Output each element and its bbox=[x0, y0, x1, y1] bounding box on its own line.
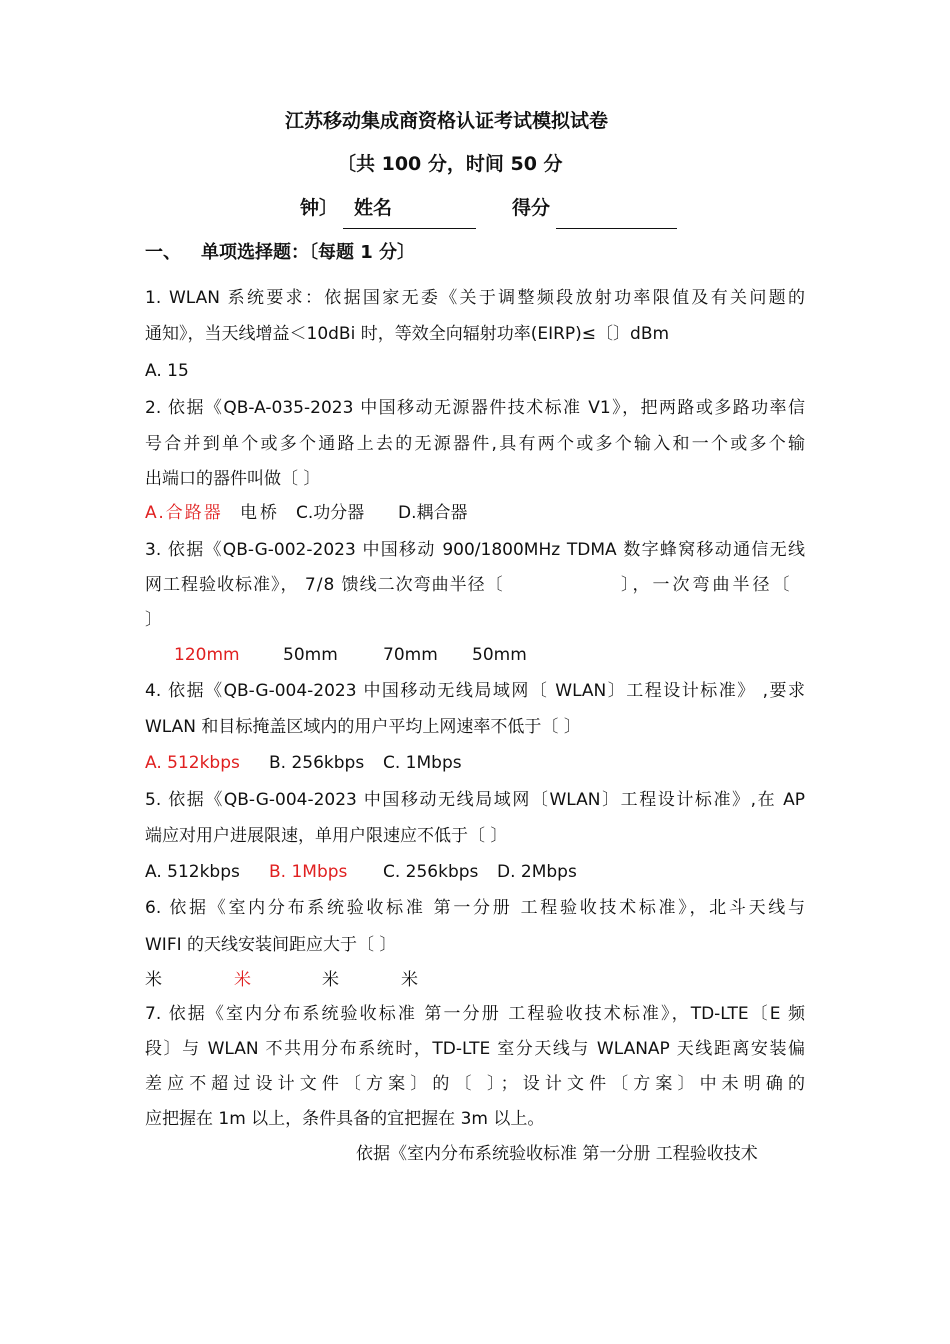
q3-option-b: 50mm bbox=[283, 645, 338, 665]
name-label: 姓名 bbox=[354, 197, 393, 219]
q4-line1: 4. 依据《QB-G-004-2023 中国移动无线局域网〔 WLAN〕工程设计标准》 ,要求 bbox=[145, 681, 805, 701]
q3-line2b: 〕，一次弯曲半径〔 bbox=[621, 575, 793, 595]
q3-line3: 〕 bbox=[145, 610, 162, 630]
q6-option-a: 米 bbox=[145, 970, 162, 990]
q3-line1: 3. 依据《QB-G-002-2023 中国移动 900/1800MHz TDMA 数字蜂窝移动通信无线 bbox=[145, 540, 805, 560]
section-heading: 单项选择题：〔每题 1 分〕 bbox=[201, 242, 416, 263]
q1-line2: 通知》，当天线增益＜10dBi 时，等效全向辐射功率(EIRP)≤〔〕dBm bbox=[145, 324, 670, 344]
exam-info-line1: 〔共 100 分，时间 50 分 bbox=[337, 153, 563, 175]
q7-line4: 应把握在 1m 以上，条件具备的宜把握在 3m 以上。 bbox=[145, 1109, 545, 1129]
q5-option-a: A. 512kbps bbox=[145, 862, 240, 882]
q7-line2: 段〕与 WLAN 不共用分布系统时，TD-LTE 室分天线与 WLANAP 天线距离安装偏 bbox=[145, 1039, 805, 1059]
q3-line2a: 网工程验收标准》， 7/8 馈线二次弯曲半径〔 bbox=[145, 575, 504, 595]
q2-line2: 号合并到单个或多个通路上去的无源器件,具有两个或多个输入和一个或多个输 bbox=[145, 434, 805, 454]
q2-option-d: D.耦合器 bbox=[398, 503, 468, 523]
q2-option-a-answer: A.合路器 bbox=[145, 503, 223, 523]
page-title: 江苏移动集成商资格认证考试模拟试卷 bbox=[285, 110, 609, 132]
q4-option-c: C. 1Mbps bbox=[383, 753, 462, 773]
q2-line3: 出端口的器件叫做〔 〕 bbox=[145, 469, 321, 489]
q5-option-c: C. 256kbps bbox=[383, 862, 479, 882]
q2-line1: 2. 依据《QB-A-035-2023 中国移动无源器件技术标准 V1》，把两路或多路功率信 bbox=[145, 398, 805, 418]
q4-line2: WLAN 和目标掩盖区域内的用户平均上网速率不低于〔 〕 bbox=[145, 717, 581, 737]
section-number: 一、 bbox=[145, 242, 181, 263]
name-blank-underline[interactable] bbox=[343, 228, 476, 229]
score-label: 得分 bbox=[512, 197, 551, 219]
q5-line1: 5. 依据《QB-G-004-2023 中国移动无线局域网〔WLAN〕工程设计标准》,在 AP bbox=[145, 790, 805, 810]
q6-line2: WIFI 的天线安装间距应大于〔 〕 bbox=[145, 935, 397, 955]
q5-option-d: D. 2Mbps bbox=[497, 862, 577, 882]
q7-line1: 7. 依据《室内分布系统验收标准 第一分册 工程验收技术标准》，TD-LTE〔E 频 bbox=[145, 1004, 805, 1024]
q2-option-b: 电桥 bbox=[240, 503, 280, 523]
q6-option-b-answer: 米 bbox=[234, 970, 251, 990]
q6-option-d: 米 bbox=[401, 970, 418, 990]
q1-line1: 1. WLAN 系统要求：依据国家无委《关于调整频段放射功率限值及有关问题的 bbox=[145, 288, 805, 308]
score-blank-underline[interactable] bbox=[556, 228, 677, 229]
q5-line2: 端应对用户进展限速，单用户限速应不低于〔 〕 bbox=[145, 826, 508, 846]
q4-option-a-answer: A. 512kbps bbox=[145, 753, 240, 773]
q7-line5: 依据《室内分布系统验收标准 第一分册 工程验收技术 bbox=[356, 1144, 758, 1164]
q3-option-c: 70mm bbox=[383, 645, 438, 665]
q3-option-d: 50mm bbox=[472, 645, 527, 665]
q1-option-a: A. 15 bbox=[145, 361, 189, 381]
q6-line1: 6. 依据《室内分布系统验收标准 第一分册 工程验收技术标准》，北斗天线与 bbox=[145, 898, 805, 918]
q3-option-a-answer: 120mm bbox=[174, 645, 240, 665]
q4-option-b: B. 256kbps bbox=[269, 753, 365, 773]
q7-line3: 差应不超过设计文件〔方案〕的〔 〕；设计文件〔方案〕中未明确的 bbox=[145, 1074, 805, 1094]
q5-option-b-answer: B. 1Mbps bbox=[269, 862, 348, 882]
exam-info-line2: 钟〕 bbox=[300, 197, 339, 219]
q6-option-c: 米 bbox=[322, 970, 339, 990]
q2-option-c: C.功分器 bbox=[296, 503, 365, 523]
